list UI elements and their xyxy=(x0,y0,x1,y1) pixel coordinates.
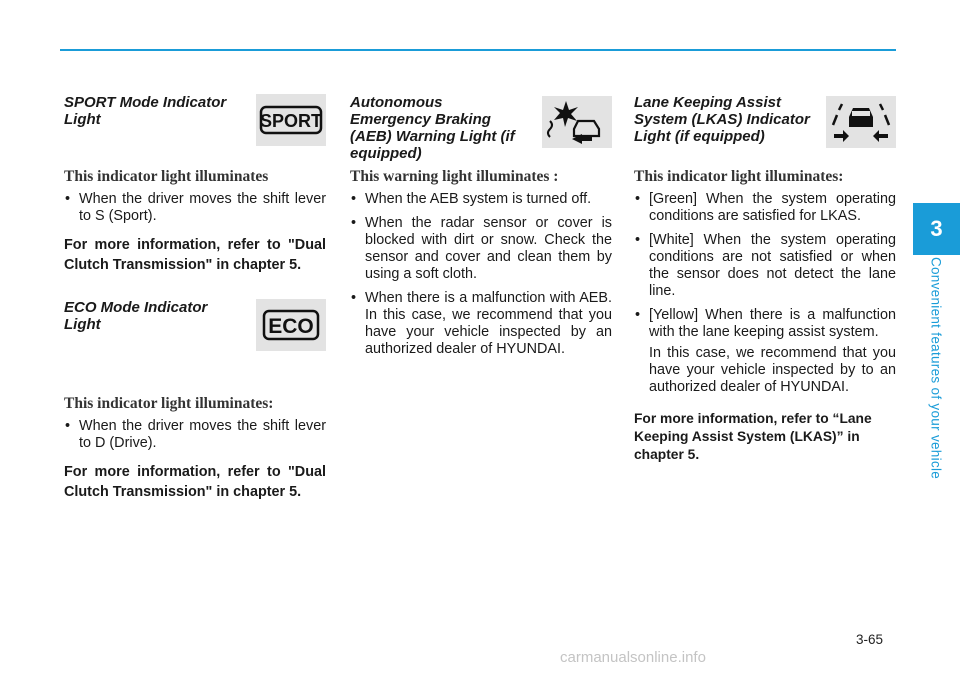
list-item: • [White] When the system operating conditions are not satisfied or when the sensor does not detect the lane line. xyxy=(634,232,896,300)
column-right xyxy=(634,94,896,464)
aeb-heading: Autonomous Emergency Braking (AEB) Warning Light (if equipped) xyxy=(350,94,515,162)
list-item: • When the AEB system is turned off. xyxy=(350,191,612,208)
sport-heading: SPORT Mode Indicator Light xyxy=(64,94,227,128)
list-item: • When there is a malfunction with AEB. In this case, we recommend that you have your vehicle inspected by an authorized dealer of HYUNDAI. xyxy=(350,290,612,358)
eco-icon xyxy=(256,299,326,351)
eco-subheading: This indicator light illuminates: xyxy=(64,395,274,412)
sport-bullets xyxy=(64,191,326,225)
page-number: 3-65 xyxy=(856,632,884,647)
sport-reference: For more information, refer to "Dual Clutch Transmission" in chapter 5. xyxy=(64,237,326,273)
lane-keeping-icon xyxy=(826,96,896,148)
eco-section xyxy=(64,299,326,369)
lkas-heading: Lane Keeping Assist System (LKAS) Indicator Light (if equipped) xyxy=(634,94,810,145)
top-rule xyxy=(60,49,896,51)
eco-heading: ECO Mode Indicator Light xyxy=(64,299,208,333)
lkas-note: In this case, we recommend that you have your vehicle inspected by to an authorized dealer of HYUNDAI. xyxy=(649,345,896,395)
sport-subheading: This indicator light illuminates xyxy=(64,168,269,185)
column-middle xyxy=(350,94,612,365)
watermark: carmanualsonline.info xyxy=(560,649,706,666)
aeb-subheading: This warning light illuminates : xyxy=(350,168,559,185)
list-item: • [Green] When the system operating conditions are satisfied for LKAS. xyxy=(634,191,896,225)
list-item: • When the driver moves the shift lever to S (Sport). xyxy=(64,191,326,225)
sport-section xyxy=(64,94,326,158)
aeb-warning-icon xyxy=(542,96,612,148)
lkas-reference: For more information, refer to “Lane Keeping Assist System (LKAS)” in chapter 5. xyxy=(634,411,872,462)
list-item: • When the radar sensor or cover is blocked with dirt or snow. Check the sensor and cover and clean them by using a soft cloth. xyxy=(350,215,612,283)
list-item: • When the driver moves the shift lever to D (Drive). xyxy=(64,418,326,452)
column-left xyxy=(64,94,326,502)
chapter-title: Convenient features of your vehicle xyxy=(928,256,944,480)
lkas-bullets xyxy=(634,191,896,341)
lkas-subheading: This indicator light illuminates: xyxy=(634,168,844,185)
list-item: • [Yellow] When there is a malfunction with the lane keeping assist system. xyxy=(634,307,896,341)
eco-bullets xyxy=(64,418,326,452)
lkas-section xyxy=(634,94,896,168)
chapter-tab: 3 xyxy=(913,203,960,255)
sport-icon xyxy=(256,94,326,146)
sport-icon-label: SPORT xyxy=(259,111,323,131)
eco-reference: For more information, refer to "Dual Clutch Transmission" in chapter 5. xyxy=(64,464,326,500)
eco-icon-label: ECO xyxy=(268,315,314,338)
aeb-section xyxy=(350,94,612,168)
aeb-bullets xyxy=(350,191,612,358)
